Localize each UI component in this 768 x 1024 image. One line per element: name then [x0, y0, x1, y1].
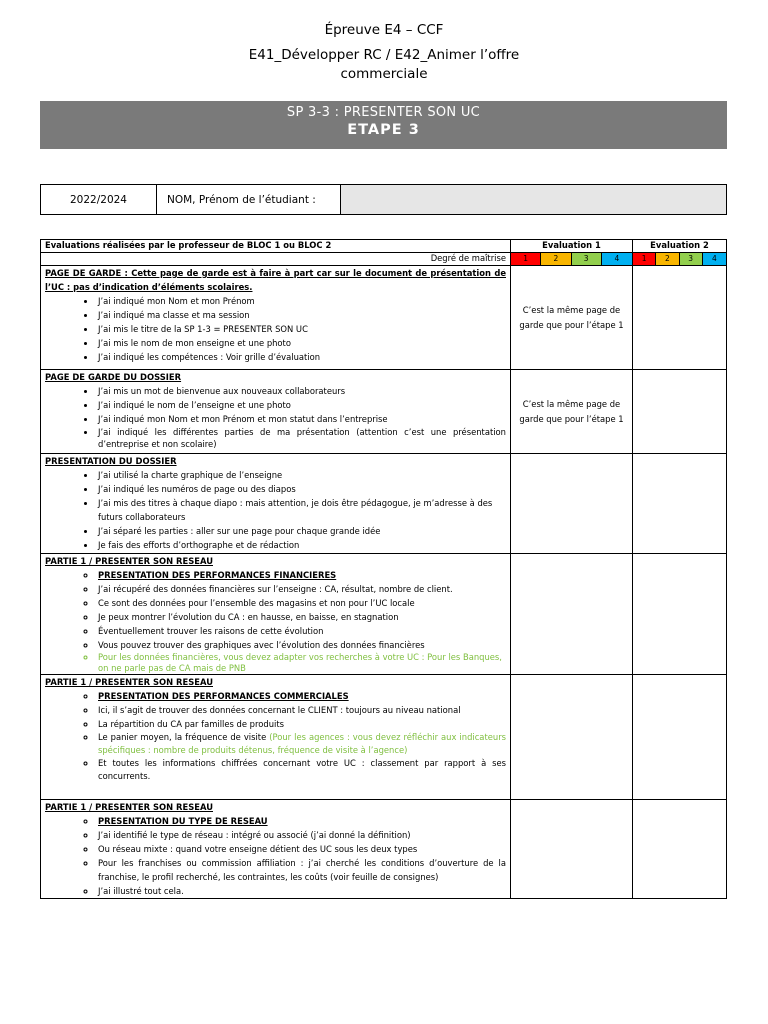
level-2: 2: [656, 253, 679, 265]
list-item: ◦ Ce sont des données pour l’ensemble des magasins et non pour l’UC locale: [96, 596, 506, 610]
list-item: • J’ai mis le nom de mon enseigne et une photo: [96, 336, 506, 350]
list-subtitle: ◦ PRESENTATION DES PERFORMANCES COMMERCIALES: [96, 689, 506, 703]
exam-subtitle-cont: commerciale: [340, 66, 428, 82]
list-item: • J’ai utilisé la charte graphique de l’enseigne: [96, 468, 506, 482]
list-item: ◦ La répartition du CA par familles de produits: [96, 717, 506, 731]
list-item: ◦ Et toutes les informations chiffrées concernant votre UC : classement par rapport à ses concurrents.: [96, 757, 506, 783]
checklist: [45, 689, 506, 783]
eval1-cell[interactable]: [511, 800, 633, 899]
level-3: 3: [572, 253, 602, 265]
list-item: ◦ Ici, il s’agit de trouver des données concernant le CLIENT : toujours au niveau national: [96, 703, 506, 717]
eval1-cell[interactable]: [511, 675, 633, 800]
eval1-levels: [511, 253, 633, 266]
checklist: [45, 814, 506, 898]
list-item: [96, 731, 506, 757]
eval2-cell[interactable]: [633, 454, 727, 554]
section-title: PAGE DE GARDE DU DOSSIER: [45, 372, 182, 382]
section-title: PAGE DE GARDE : Cette page de garde est à faire à part car sur le document de présentation de l’UC : pas d’indication d’éléments scolaires.: [45, 268, 506, 292]
title-banner: [40, 101, 727, 149]
degree-label: Degré de maîtrise: [41, 253, 511, 266]
eval2-header: Evaluation 2: [633, 240, 727, 253]
list-item: ◦ J’ai identifié le type de réseau : intégré ou associé (j’ai donné la définition): [96, 828, 506, 842]
list-item: ◦ Éventuellement trouver les raisons de cette évolution: [96, 624, 506, 638]
eval1-cell[interactable]: [511, 554, 633, 675]
banner-title: SP 3-3 : PRESENTER SON UC: [286, 105, 481, 120]
section-title: PARTIE 1 / PRESENTER SON RESEAU: [45, 677, 213, 687]
banner-step: ETAPE 3: [347, 122, 420, 138]
student-id-table: [40, 184, 727, 215]
list-item-text: Le panier moyen, la fréquence de visite: [98, 732, 270, 742]
school-year: 2022/2024: [41, 185, 157, 214]
eval1-cell[interactable]: [511, 454, 633, 554]
level-4: 4: [602, 253, 632, 265]
exam-subtitle: E41_Développer RC / E42_Animer l’offre: [248, 47, 520, 63]
name-field[interactable]: [341, 185, 726, 214]
checklist: [45, 294, 506, 364]
section-row: [41, 266, 727, 370]
eval2-cell[interactable]: [633, 800, 727, 899]
section-title: PARTIE 1 / PRESENTER SON RESEAU: [45, 802, 213, 812]
list-item: • J’ai indiqué ma classe et ma session: [96, 308, 506, 322]
list-item: • Je fais des efforts d’orthographe et de rédaction: [96, 538, 506, 552]
eval-note: C’est la même page de garde que pour l’étape 1: [519, 398, 624, 424]
eval2-cell[interactable]: [633, 554, 727, 675]
checklist: [45, 468, 506, 552]
section-row: [41, 675, 727, 800]
list-item: • J’ai indiqué mon Nom et mon Prénom et mon statut dans l’entreprise: [96, 412, 506, 426]
list-item: • J’ai indiqué les compétences : Voir grille d’évaluation: [96, 350, 506, 364]
section-title: PRESENTATION DU DOSSIER: [45, 456, 177, 466]
evaluation-table: [40, 239, 727, 899]
section-row: [41, 554, 727, 675]
level-1: 1: [511, 253, 541, 265]
eval1-cell[interactable]: [511, 266, 633, 370]
list-item: • J’ai indiqué les différentes parties de ma présentation (attention c’est une présentation d’entreprise et non scolaire): [96, 426, 506, 450]
level-1: 1: [633, 253, 656, 265]
list-item-highlight: ◦ Pour les données financières, vous devez adapter vos recherches à votre UC : Pour les Banques, on ne parle pas de CA mais de PNB: [96, 652, 506, 674]
eval1-header: Evaluation 1: [511, 240, 633, 253]
list-item: • J’ai indiqué le nom de l’enseigne et une photo: [96, 398, 506, 412]
checklist: [45, 568, 506, 674]
eval2-cell[interactable]: [633, 675, 727, 800]
list-item: ◦ Pour les franchises ou commission affiliation : j’ai cherché les conditions d’ouverture de la franchise, le profil recherché, les contraintes, les coûts (voir feuille de consignes): [96, 856, 506, 884]
list-subtitle: ◦ PRESENTATION DES PERFORMANCES FINANCIERES: [96, 568, 506, 582]
level-3: 3: [680, 253, 703, 265]
name-label: NOM, Prénom de l’étudiant :: [157, 185, 341, 214]
section-title: PARTIE 1 / PRESENTER SON RESEAU: [45, 556, 213, 566]
eval2-cell[interactable]: [633, 266, 727, 370]
list-item-highlight: (Pour les agences : vous devez réfléchir aux indicateurs spécifiques : nombre de produits détenus, fréquence de visite à l’agence): [98, 732, 506, 755]
eval-note: C’est la même page de garde que pour l’étape 1: [519, 304, 624, 330]
section-row: [41, 800, 727, 899]
list-item: • J’ai mis un mot de bienvenue aux nouveaux collaborateurs: [96, 384, 506, 398]
eval2-levels: [633, 253, 727, 266]
checklist: [45, 384, 506, 450]
list-item: ◦ J’ai illustré tout cela.: [96, 884, 506, 898]
level-2: 2: [541, 253, 571, 265]
exam-title: Épreuve E4 – CCF: [324, 22, 444, 38]
list-item: ◦ Ou réseau mixte : quand votre enseigne détient des UC sous les deux types: [96, 842, 506, 856]
list-item: • J’ai indiqué mon Nom et mon Prénom: [96, 294, 506, 308]
eval2-cell[interactable]: [633, 370, 727, 454]
list-item: ◦ Je peux montrer l’évolution du CA : en hausse, en baisse, en stagnation: [96, 610, 506, 624]
list-item: • J’ai mis des titres à chaque diapo : mais attention, je dois être pédagogue, je m’adresse à des futurs collaborateurs: [96, 496, 506, 524]
section-row: [41, 370, 727, 454]
list-item: ◦ Vous pouvez trouver des graphiques avec l’évolution des données financières: [96, 638, 506, 652]
list-item: • J’ai séparé les parties : aller sur une page pour chaque grande idée: [96, 524, 506, 538]
list-item: • J’ai indiqué les numéros de page ou des diapos: [96, 482, 506, 496]
list-item: ◦ J’ai récupéré des données financières sur l’enseigne : CA, résultat, nombre de client.: [96, 582, 506, 596]
list-item: • J’ai mis le titre de la SP 1-3 = PRESENTER SON UC: [96, 322, 506, 336]
section-row: [41, 454, 727, 554]
level-4: 4: [703, 253, 726, 265]
eval-header-label: Evaluations réalisées par le professeur de BLOC 1 ou BLOC 2: [41, 240, 511, 253]
eval1-cell[interactable]: [511, 370, 633, 454]
list-subtitle: ◦ PRESENTATION DU TYPE DE RESEAU: [96, 814, 506, 828]
